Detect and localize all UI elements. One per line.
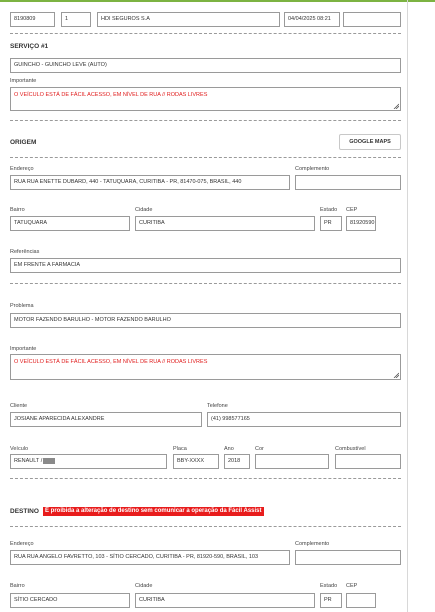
origin-references-field[interactable]: EM FRENTE A FARMACIA [10, 258, 401, 273]
divider [10, 120, 401, 121]
divider [10, 526, 401, 527]
destination-city-field[interactable]: CURITIBA [135, 593, 315, 608]
service-important-text: O VEÍCULO ESTÁ DE FÁCIL ACESSO, EM NÍVEL DE RUA // RODAS LIVRES [14, 92, 208, 98]
destination-zip-field[interactable] [346, 593, 376, 608]
destination-state-field[interactable]: PR [320, 593, 342, 608]
year-field[interactable]: 2018 [224, 454, 250, 469]
destination-state-label: Estado [320, 583, 338, 589]
phone-label: Telefone [207, 403, 228, 409]
header-extra-field[interactable] [343, 12, 401, 27]
google-maps-button[interactable]: GOOGLE MAPS [339, 134, 401, 150]
plate-field[interactable]: BBY-XXXX [173, 454, 219, 469]
problem-important-textarea[interactable] [10, 354, 401, 380]
destination-district-field[interactable]: SÍTIO CERCADO [10, 593, 130, 608]
origin-complement-field[interactable] [295, 175, 401, 190]
color-label: Cor [255, 446, 264, 452]
top-accent-line [0, 0, 435, 2]
origin-references-label: Referências [10, 249, 40, 255]
vehicle-field[interactable] [10, 454, 167, 469]
destination-warning-banner: É proibida a alteração de destino sem comunicar a operação da Fácil Assist [45, 508, 262, 514]
year-label: Ano [224, 446, 234, 452]
origin-address-label: Endereço [10, 166, 34, 172]
destination-district-label: Bairro [10, 583, 25, 589]
resize-grip-icon[interactable] [393, 103, 399, 109]
origin-city-field[interactable]: CURITIBA [135, 216, 315, 231]
divider [10, 283, 401, 284]
service-title: SERVIÇO #1 [10, 43, 49, 50]
insurer-field[interactable]: HDI SEGUROS S.A [97, 12, 280, 27]
fuel-label: Combustível [335, 446, 366, 452]
panel-divider [407, 0, 408, 612]
origin-address-field[interactable]: RUA RUA ENETTE DUBARD, 440 - TATUQUARA, CURITIBA - PR, 81470-075, BRASIL, 440 [10, 175, 290, 190]
vehicle-text: RENAULT / [14, 458, 43, 464]
client-label: Cliente [10, 403, 28, 409]
protocol-field[interactable]: 8190809 [10, 12, 55, 27]
destination-title: DESTINO [10, 508, 39, 515]
problem-field[interactable]: MOTOR FAZENDO BARULHO - MOTOR FAZENDO BARULHO [10, 313, 401, 328]
destination-zip-label: CEP [346, 583, 358, 589]
service-important-textarea[interactable] [10, 87, 401, 111]
destination-complement-label: Complemento [295, 541, 330, 547]
origin-title: ORIGEM [10, 139, 37, 146]
destination-complement-field[interactable] [295, 550, 401, 565]
phone-field[interactable]: (41) 998577165 [207, 412, 401, 427]
destination-address-field[interactable]: RUA RUA ANGELO FAVRETTO, 103 - SÍTIO CERCADO, CURITIBA - PR, 81920-590, BRASIL, 103 [10, 550, 290, 565]
origin-complement-label: Complemento [295, 166, 330, 172]
origin-zip-field[interactable]: 81920590 [346, 216, 376, 231]
resize-grip-icon[interactable] [393, 372, 399, 378]
sequence-field[interactable]: 1 [61, 12, 91, 27]
destination-address-label: Endereço [10, 541, 34, 547]
problem-label: Problema [10, 303, 34, 309]
problem-important-label: Importante [10, 346, 37, 352]
origin-zip-label: CEP [346, 207, 358, 213]
service-important-label: Importante [10, 78, 37, 84]
origin-state-label: Estado [320, 207, 338, 213]
divider [10, 33, 401, 34]
datetime-field[interactable]: 04/04/2025 08:21 [284, 12, 340, 27]
divider [10, 478, 401, 479]
client-field[interactable]: JOSIANE APARECIDA ALEXANDRE [10, 412, 202, 427]
vehicle-label: Veículo [10, 446, 29, 452]
origin-state-field[interactable]: PR [320, 216, 342, 231]
fuel-field[interactable] [335, 454, 401, 469]
origin-district-field[interactable]: TATUQUARA [10, 216, 130, 231]
origin-city-label: Cidade [135, 207, 153, 213]
redacted-block [43, 458, 55, 464]
origin-district-label: Bairro [10, 207, 25, 213]
divider [10, 157, 401, 158]
plate-label: Placa [173, 446, 187, 452]
problem-important-text: O VEÍCULO ESTÁ DE FÁCIL ACESSO, EM NÍVEL DE RUA // RODAS LIVRES [14, 359, 208, 365]
color-field[interactable] [255, 454, 329, 469]
destination-city-label: Cidade [135, 583, 153, 589]
service-type-field[interactable]: GUINCHO - GUINCHO LEVE (AUTO) [10, 58, 401, 73]
